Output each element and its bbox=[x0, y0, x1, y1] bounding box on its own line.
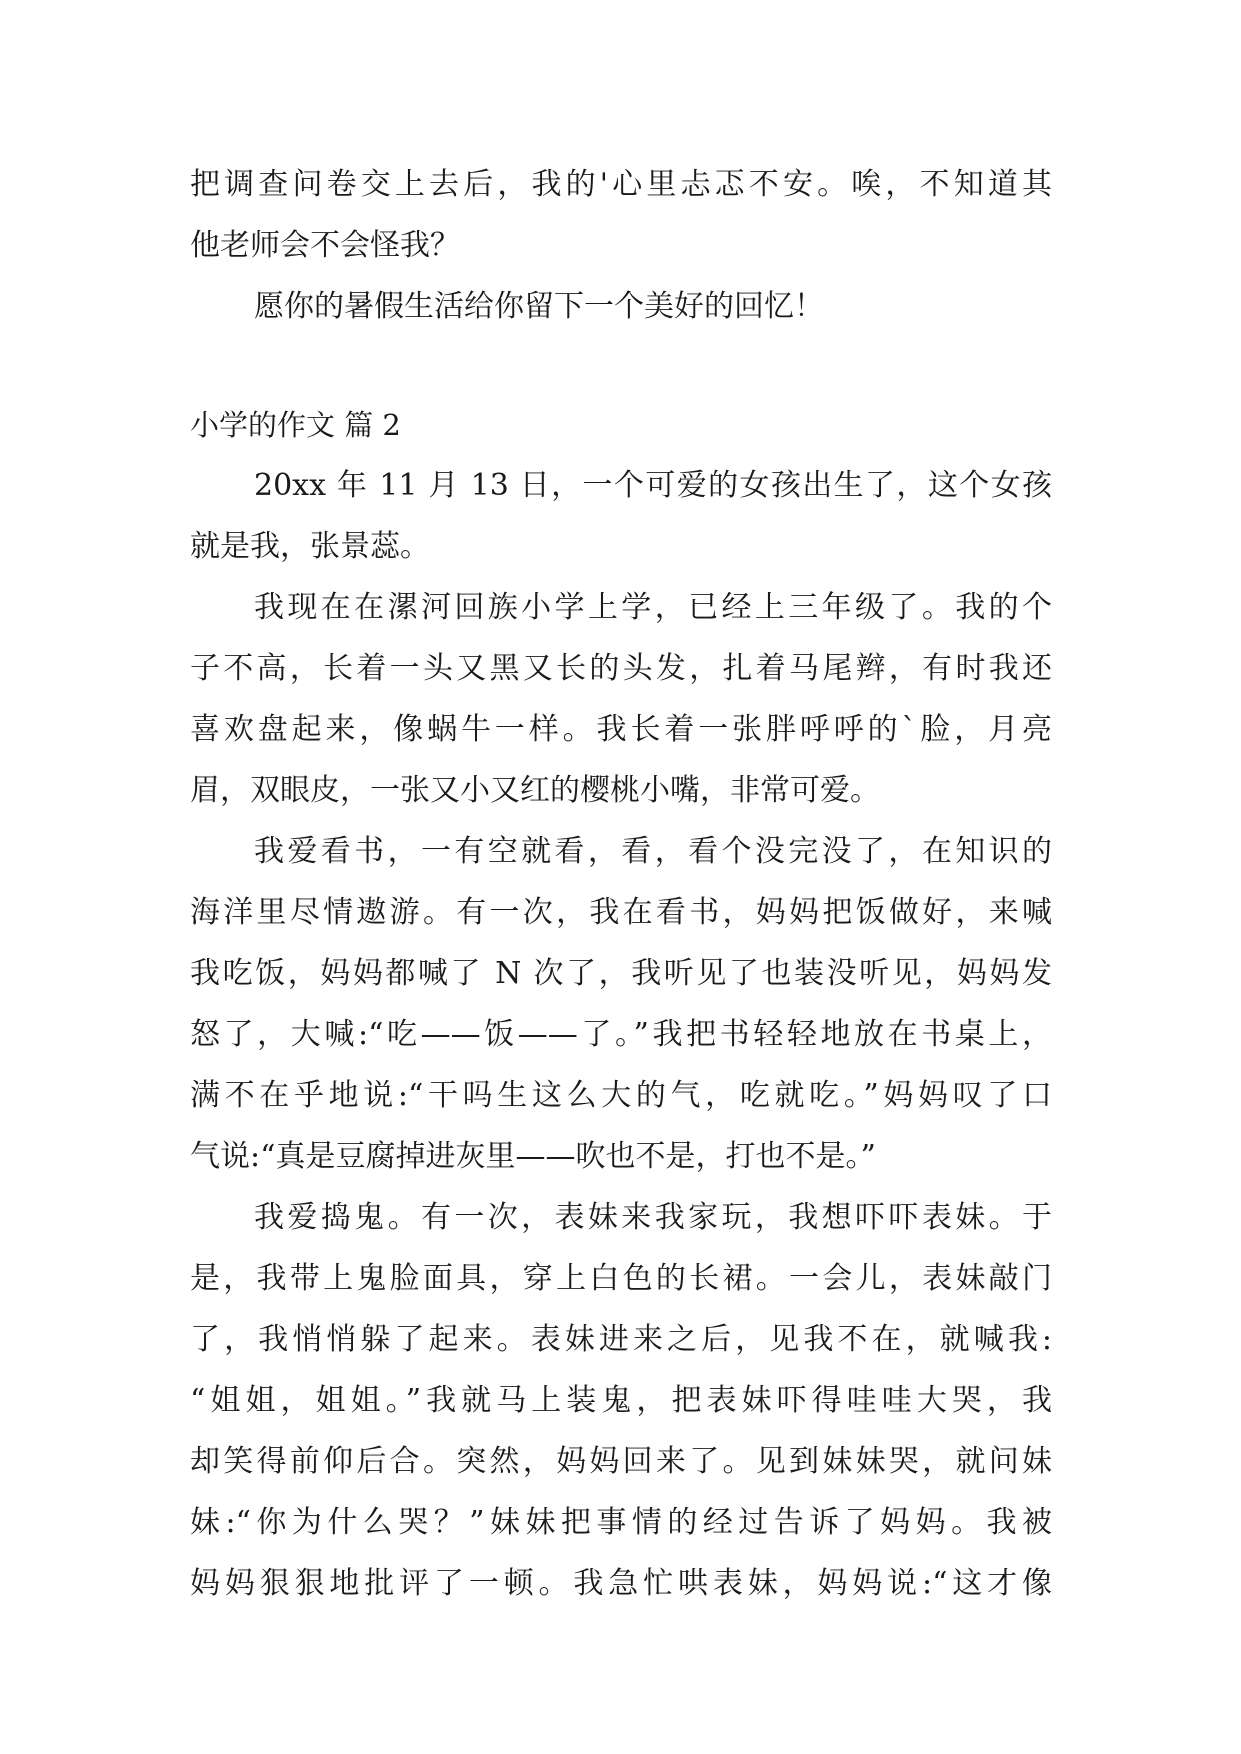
text-line: 我现在在漯河回族小学上学，已经上三年级了。我的个 bbox=[254, 590, 1052, 625]
text-line: 把调查问卷交上去后，我的'心里忐忑不安。唉，不知道其 bbox=[190, 167, 1052, 202]
text-line: 了，我悄悄躲了起来。表妹进来之后，见我不在，就喊我: bbox=[190, 1322, 1052, 1357]
text-line: 妈妈狠狠地批评了一顿。我急忙哄表妹，妈妈说:“这才像 bbox=[190, 1566, 1052, 1601]
text-line: 我爱看书，一有空就看，看，看个没完没了，在知识的 bbox=[254, 834, 1052, 869]
text-line: 怒了，大喊:“吃——饭——了。”我把书轻轻地放在书桌上， bbox=[190, 1017, 1052, 1052]
section-heading: 小学的作文 篇 2 bbox=[190, 408, 401, 442]
text-line: 愿你的暑假生活给你留下一个美好的回忆！ bbox=[254, 289, 824, 324]
text-line: 满不在乎地说:“干吗生这么大的气，吃就吃。”妈妈叹了口 bbox=[190, 1078, 1052, 1113]
text-line: 20xx 年 11 月 13 日，一个可爱的女孩出生了，这个女孩 bbox=[254, 468, 1052, 503]
text-line: 气说:“真是豆腐掉进灰里——吹也不是，打也不是。” bbox=[190, 1139, 876, 1174]
text-line: 喜欢盘起来，像蜗牛一样。我长着一张胖呼呼的`脸，月亮 bbox=[190, 712, 1052, 747]
text-line: “姐姐，姐姐。”我就马上装鬼，把表妹吓得哇哇大哭，我 bbox=[190, 1383, 1052, 1418]
text-line: 就是我，张景蕊。 bbox=[190, 529, 430, 564]
text-line: 是，我带上鬼脸面具，穿上白色的长裙。一会儿，表妹敲门 bbox=[190, 1261, 1052, 1296]
text-line: 我爱捣鬼。有一次，表妹来我家玩，我想吓吓表妹。于 bbox=[254, 1200, 1052, 1235]
text-line: 却笑得前仰后合。突然，妈妈回来了。见到妹妹哭，就问妹 bbox=[190, 1444, 1052, 1479]
text-line: 他老师会不会怪我？ bbox=[190, 228, 460, 263]
text-line: 子不高，长着一头又黑又长的头发，扎着马尾辫，有时我还 bbox=[190, 651, 1052, 686]
text-line: 海洋里尽情遨游。有一次，我在看书，妈妈把饭做好，来喊 bbox=[190, 895, 1052, 930]
text-line: 我吃饭，妈妈都喊了 N 次了，我听见了也装没听见，妈妈发 bbox=[190, 956, 1052, 991]
text-line: 妹:“你为什么哭？”妹妹把事情的经过告诉了妈妈。我被 bbox=[190, 1505, 1052, 1540]
text-line: 眉，双眼皮，一张又小又红的樱桃小嘴，非常可爱。 bbox=[190, 773, 880, 808]
